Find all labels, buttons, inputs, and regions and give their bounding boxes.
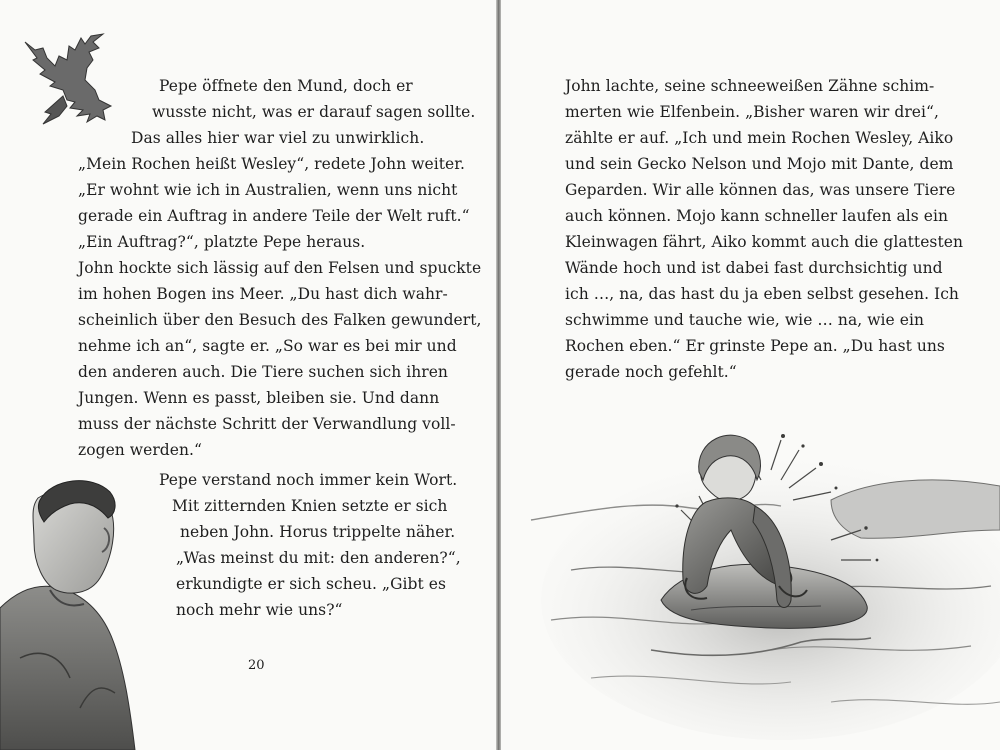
page-number: 20 (248, 658, 265, 673)
text-line: John lachte, seine schneeweißen Zähne schim- (565, 77, 935, 95)
text-line: wusste nicht, was er darauf sagen sollte. (152, 103, 476, 121)
left-page (0, 0, 498, 750)
text-line: Wände hoch und ist dabei fast durchsichtig und (565, 259, 943, 277)
text-line: Mit zitternden Knien setzte er sich (172, 497, 448, 515)
text-line: noch mehr wie uns?“ (176, 601, 343, 619)
text-line: John hockte sich lässig auf den Felsen und spuckte (78, 259, 482, 277)
text-line: „Er wohnt wie ich in Australien, wenn uns nicht (78, 181, 458, 199)
text-line: gerade ein Auftrag in andere Teile der Welt ruft.“ (78, 207, 470, 225)
text-line: schwimme und tauche wie, wie … na, wie ein (565, 311, 924, 329)
text-line: „Mein Rochen heißt Wesley“, redete John weiter. (78, 155, 465, 173)
text-line: den anderen auch. Die Tiere suchen sich ihren (78, 363, 448, 381)
text-line: merten wie Elfenbein. „Bisher waren wir drei“, (565, 103, 939, 121)
text-line: „Was meinst du mit: den anderen?“, (176, 549, 461, 567)
text-line: Das alles hier war viel zu unwirklich. (131, 129, 425, 147)
text-line: gerade noch gefehlt.“ (565, 363, 737, 381)
text-line: muss der nächste Schritt der Verwandlung voll- (78, 415, 456, 433)
text-line: Geparden. Wir alle können das, was unsere Tiere (565, 181, 956, 199)
text-line: scheinlich über den Besuch des Falken gewundert, (78, 311, 482, 329)
text-line: auch können. Mojo kann schneller laufen als ein (565, 207, 949, 225)
text-line: Jungen. Wenn es passt, bleiben sie. Und dann (78, 389, 440, 407)
text-line: Pepe öffnete den Mund, doch er (159, 77, 413, 95)
text-line: und sein Gecko Nelson und Mojo mit Dante, dem (565, 155, 954, 173)
text-line: nehme ich an“, sagte er. „So war es bei mir und (78, 337, 457, 355)
text-line: zogen werden.“ (78, 441, 202, 459)
text-line: „Ein Auftrag?“, platzte Pepe heraus. (78, 233, 366, 251)
text-line: zählte er auf. „Ich und mein Rochen Wesley, Aiko (565, 129, 954, 147)
falcon-silhouette-icon (15, 30, 125, 130)
boy-back-view-illustration (0, 478, 175, 750)
text-line: erkundigte er sich scheu. „Gibt es (176, 575, 446, 593)
boy-crouching-on-rock-illustration (531, 410, 1000, 750)
text-line: Pepe verstand noch immer kein Wort. (159, 471, 458, 489)
text-line: Rochen eben.“ Er grinste Pepe an. „Du hast uns (565, 337, 945, 355)
right-page (501, 0, 1000, 750)
text-line: Kleinwagen fährt, Aiko kommt auch die glattesten (565, 233, 963, 251)
text-line: neben John. Horus trippelte näher. (180, 523, 456, 541)
text-line: im hohen Bogen ins Meer. „Du hast dich wahr- (78, 285, 448, 303)
text-line: ich …, na, das hast du ja eben selbst gesehen. Ich (565, 285, 959, 303)
